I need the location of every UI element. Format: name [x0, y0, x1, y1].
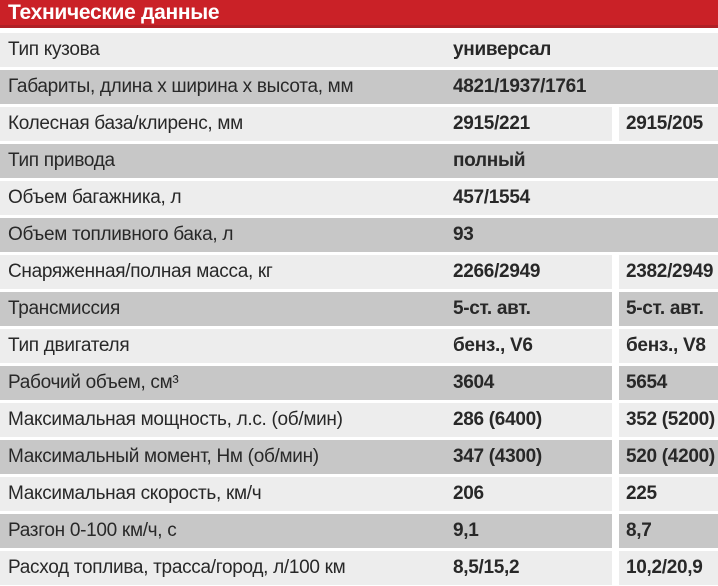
spec-label: Колесная база/клиренс, мм — [8, 113, 243, 134]
table-row — [0, 329, 718, 363]
spec-value-2: 2382/2949 — [619, 255, 718, 289]
table-row — [0, 551, 718, 585]
spec-cell-main — [0, 181, 718, 215]
table-row — [0, 107, 718, 141]
table-row — [0, 255, 718, 289]
spec-value-1: 93 — [453, 224, 474, 245]
spec-label: Максимальная мощность, л.с. (об/мин) — [8, 409, 343, 430]
spec-label: Трансмиссия — [8, 298, 120, 319]
spec-value-1: 4821/1937/1761 — [453, 76, 587, 97]
table-row — [0, 514, 718, 548]
spec-value-2: 8,7 — [619, 514, 718, 548]
spec-cell-main — [0, 255, 612, 289]
table-row — [0, 477, 718, 511]
spec-value-1: 286 (6400) — [453, 409, 542, 430]
spec-value-1: 9,1 — [453, 520, 479, 541]
table-row — [0, 181, 718, 215]
spec-label: Рабочий объем, см³ — [8, 372, 179, 393]
spec-label: Объем багажника, л — [8, 187, 182, 208]
spec-label: Тип кузова — [8, 39, 100, 60]
table-row — [0, 218, 718, 252]
spec-value-1: полный — [453, 150, 526, 171]
spec-cell-main — [0, 70, 718, 104]
spec-value-2: 10,2/20,9 — [619, 551, 718, 585]
spec-label: Объем топливного бака, л — [8, 224, 234, 245]
table-row — [0, 144, 718, 178]
spec-value-1: 347 (4300) — [453, 446, 542, 467]
spec-label: Максимальная скорость, км/ч — [8, 483, 262, 504]
spec-label: Максимальный момент, Нм (об/мин) — [8, 446, 319, 467]
table-row — [0, 403, 718, 437]
spec-value-2: 225 — [619, 477, 718, 511]
spec-cell-main — [0, 551, 612, 585]
spec-value-1: 206 — [453, 483, 484, 504]
spec-label: Тип привода — [8, 150, 115, 171]
table-row — [0, 33, 718, 67]
spec-cell-main — [0, 292, 612, 326]
spec-value-2: 2915/205 — [619, 107, 718, 141]
spec-cell-main — [0, 440, 612, 474]
spec-value-1: 2915/221 — [453, 113, 530, 134]
table-body — [0, 33, 718, 585]
spec-value-1: 5-ст. авт. — [453, 298, 531, 319]
spec-cell-main — [0, 33, 718, 67]
spec-label: Габариты, длина х ширина х высота, мм — [8, 76, 354, 97]
spec-value-1: универсал — [453, 39, 552, 60]
spec-value-1: бенз., V6 — [453, 335, 533, 356]
spec-cell-main — [0, 477, 612, 511]
spec-cell-main — [0, 366, 612, 400]
spec-value-2: 520 (4200) — [619, 440, 718, 474]
spec-label: Расход топлива, трасса/город, л/100 км — [8, 557, 346, 578]
spec-value-1: 457/1554 — [453, 187, 530, 208]
spec-value-2: 5-ст. авт. — [619, 292, 718, 326]
spec-cell-main — [0, 403, 612, 437]
spec-value-1: 8,5/15,2 — [453, 557, 520, 578]
spec-value-1: 3604 — [453, 372, 495, 393]
spec-cell-main — [0, 218, 718, 252]
table-row — [0, 292, 718, 326]
spec-label: Тип двигателя — [8, 335, 130, 356]
spec-value-2: бенз., V8 — [619, 329, 718, 363]
spec-value-2: 352 (5200) — [619, 403, 718, 437]
spec-cell-main — [0, 144, 718, 178]
table-row — [0, 366, 718, 400]
spec-cell-main — [0, 107, 612, 141]
spec-label: Снаряженная/полная масса, кг — [8, 261, 273, 282]
table-row — [0, 70, 718, 104]
table-title: Технические данные — [8, 1, 220, 24]
spec-label: Разгон 0-100 км/ч, с — [8, 520, 177, 541]
spec-cell-main — [0, 329, 612, 363]
table-header — [0, 0, 718, 28]
spec-cell-main — [0, 514, 612, 548]
spec-value-2: 5654 — [619, 366, 718, 400]
spec-value-1: 2266/2949 — [453, 261, 541, 282]
table-row — [0, 440, 718, 474]
